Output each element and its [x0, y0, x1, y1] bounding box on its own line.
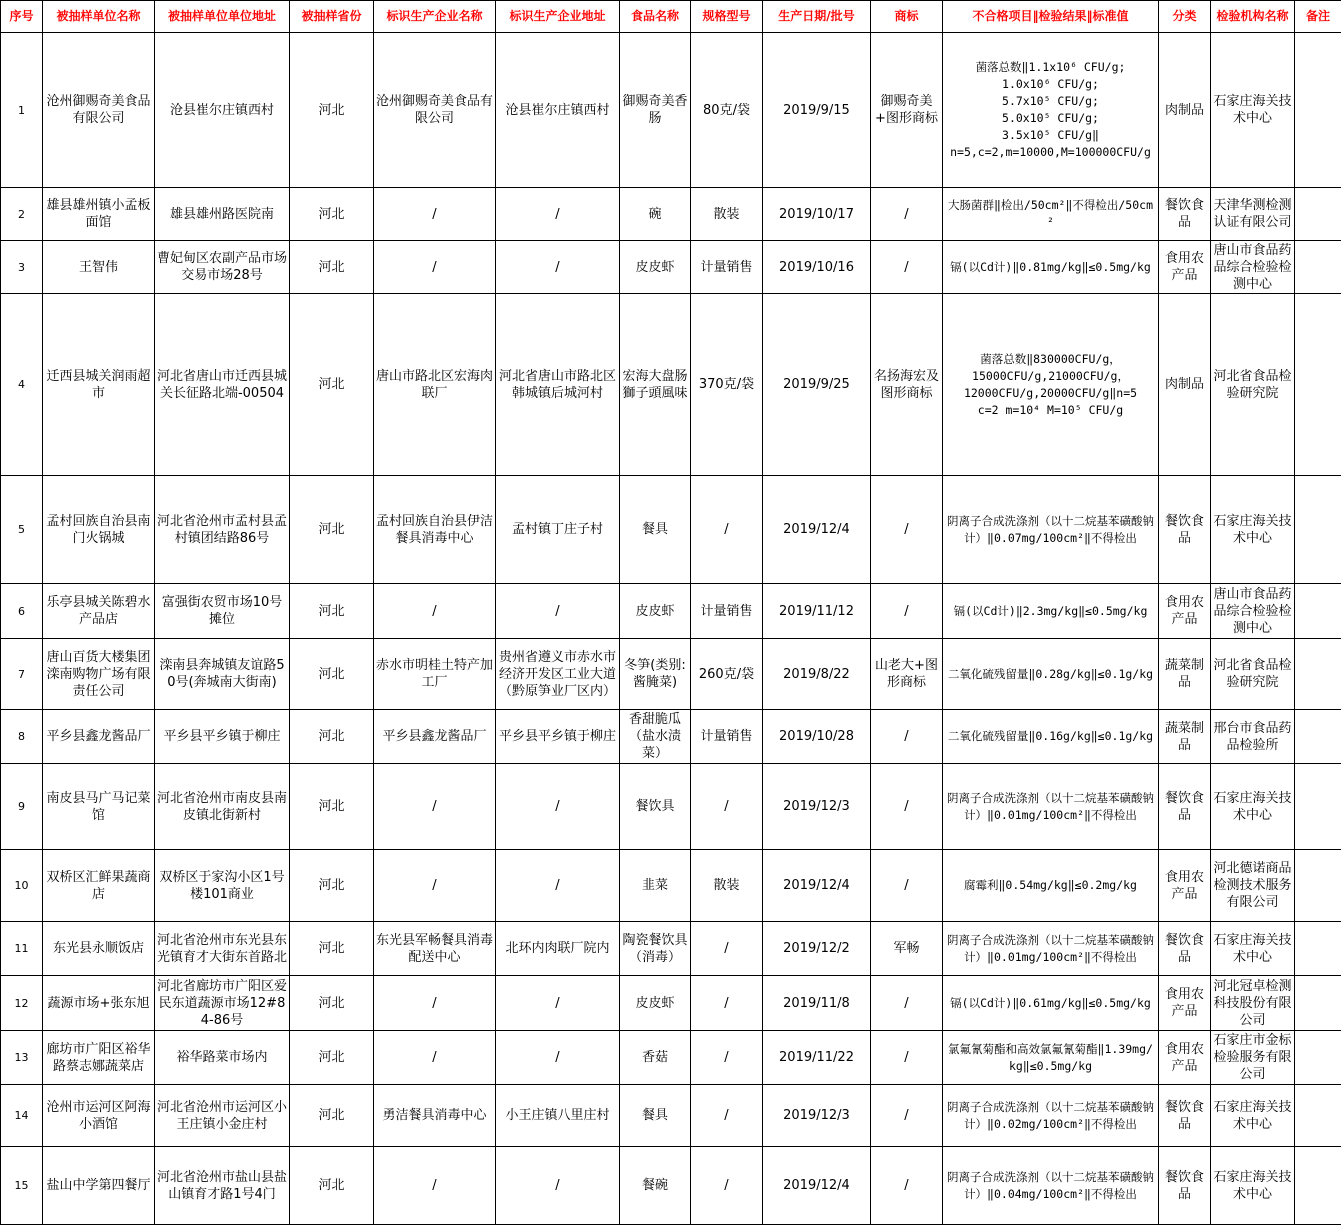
header-row: [1, 1, 1341, 33]
unit-name-cell: 王智伟: [43, 241, 155, 294]
manufacturer-address-cell: /: [496, 188, 620, 241]
spec-cell: /: [691, 976, 763, 1031]
manufacturer-cell: 勇洁餐具消毒中心: [374, 1085, 496, 1147]
manufacturer-address-cell: 沧县崔尔庄镇西村: [496, 33, 620, 188]
result-cell: [943, 764, 1159, 850]
manufacturer-cell: /: [374, 976, 496, 1031]
unit-name-cell: 东光县永顺饭店: [43, 922, 155, 976]
lab-cell: 石家庄海关技术中心: [1211, 922, 1295, 976]
remark-cell: [1295, 976, 1341, 1031]
result-cell: [943, 922, 1159, 976]
date-cell: 2019/12/3: [763, 1085, 871, 1147]
unit-address-cell: 河北省沧州市运河区小王庄镇小金庄村: [155, 1085, 290, 1147]
province-cell: 河北: [290, 294, 374, 476]
column-header: 被抽样单位单位地址: [155, 1, 290, 33]
table-row: [1, 188, 1341, 241]
category-cell: 餐饮食品: [1159, 1085, 1211, 1147]
spec-cell: 散装: [691, 850, 763, 922]
date-cell: 2019/12/4: [763, 476, 871, 584]
column-header: 被抽样单位名称: [43, 1, 155, 33]
brand-cell: 名扬海宏及图形商标: [871, 294, 943, 476]
manufacturer-address-cell: 北环内肉联厂院内: [496, 922, 620, 976]
table-row: [1, 710, 1341, 764]
unit-name-cell: 雄县雄州镇小孟板面馆: [43, 188, 155, 241]
category-cell: 餐饮食品: [1159, 764, 1211, 850]
result-cell: [943, 33, 1159, 188]
category-cell: 蔬菜制品: [1159, 710, 1211, 764]
unit-name-cell: 迁西县城关润雨超市: [43, 294, 155, 476]
lab-cell: 石家庄海关技术中心: [1211, 764, 1295, 850]
date-cell: 2019/9/25: [763, 294, 871, 476]
unit-address-cell: 裕华路菜市场内: [155, 1031, 290, 1085]
lab-cell: 石家庄海关技术中心: [1211, 476, 1295, 584]
unit-name-cell: 孟村回族自治县南门火锅城: [43, 476, 155, 584]
unit-name-cell: 廊坊市广阳区裕华路蔡志娜蔬菜店: [43, 1031, 155, 1085]
seq-cell: 12: [1, 976, 43, 1031]
column-header: 标识生产企业名称: [374, 1, 496, 33]
result-line: 氯氟氰菊酯和高效氯氟氰菊酯‖1.39mg/kg‖≤0.5mg/kg: [948, 1041, 1153, 1073]
result-cell: [943, 476, 1159, 584]
province-cell: 河北: [290, 1085, 374, 1147]
table-row: [1, 476, 1341, 584]
result-cell: [943, 1031, 1159, 1085]
spec-cell: 260克/袋: [691, 639, 763, 710]
seq-cell: 15: [1, 1147, 43, 1225]
category-cell: 餐饮食品: [1159, 476, 1211, 584]
category-cell: 食用农产品: [1159, 850, 1211, 922]
province-cell: 河北: [290, 241, 374, 294]
remark-cell: [1295, 241, 1341, 294]
result-line: 15000CFU/g,21000CFU/g，: [972, 368, 1129, 383]
column-header: 规格型号: [691, 1, 763, 33]
brand-cell: /: [871, 241, 943, 294]
manufacturer-address-cell: /: [496, 1031, 620, 1085]
date-cell: 2019/10/28: [763, 710, 871, 764]
manufacturer-address-cell: /: [496, 764, 620, 850]
manufacturer-cell: /: [374, 1147, 496, 1225]
column-header: 标识生产企业地址: [496, 1, 620, 33]
table-row: [1, 33, 1341, 188]
seq-cell: 5: [1, 476, 43, 584]
seq-cell: 14: [1, 1085, 43, 1147]
lab-cell: 石家庄海关技术中心: [1211, 1085, 1295, 1147]
category-cell: 食用农产品: [1159, 976, 1211, 1031]
unit-name-cell: 沧州御赐奇美食品有限公司: [43, 33, 155, 188]
province-cell: 河北: [290, 33, 374, 188]
province-cell: 河北: [290, 188, 374, 241]
manufacturer-cell: /: [374, 241, 496, 294]
manufacturer-address-cell: /: [496, 1147, 620, 1225]
brand-cell: /: [871, 188, 943, 241]
brand-cell: /: [871, 764, 943, 850]
seq-cell: 1: [1, 33, 43, 188]
remark-cell: [1295, 1085, 1341, 1147]
column-header: 分类: [1159, 1, 1211, 33]
food-name-cell: 冬笋(类别:酱腌菜): [620, 639, 691, 710]
unit-address-cell: 河北省沧州市盐山县盐山镇育才路1号4门: [155, 1147, 290, 1225]
table-row: [1, 241, 1341, 294]
date-cell: 2019/9/15: [763, 33, 871, 188]
manufacturer-address-cell: 河北省唐山市路北区韩城镇后城河村: [496, 294, 620, 476]
spec-cell: /: [691, 1085, 763, 1147]
column-header: 不合格项目‖检验结果‖标准值: [943, 1, 1159, 33]
manufacturer-cell: /: [374, 1031, 496, 1085]
lab-cell: 河北德诺商品检测技术服务有限公司: [1211, 850, 1295, 922]
seq-cell: 11: [1, 922, 43, 976]
manufacturer-cell: 唐山市路北区宏海肉联厂: [374, 294, 496, 476]
result-line: 12000CFU/g,20000CFU/g‖n=5: [963, 385, 1138, 400]
spec-cell: /: [691, 922, 763, 976]
remark-cell: [1295, 639, 1341, 710]
remark-cell: [1295, 1147, 1341, 1225]
table-header: [1, 1, 1341, 33]
food-name-cell: 宏海大盘肠獅子頭風味: [620, 294, 691, 476]
category-cell: 肉制品: [1159, 33, 1211, 188]
province-cell: 河北: [290, 1147, 374, 1225]
seq-cell: 3: [1, 241, 43, 294]
table-row: [1, 1031, 1341, 1085]
lab-cell: 石家庄海关技术中心: [1211, 1147, 1295, 1225]
date-cell: 2019/12/4: [763, 850, 871, 922]
spec-cell: 80克/袋: [691, 33, 763, 188]
remark-cell: [1295, 1031, 1341, 1085]
unit-name-cell: 乐亭县城关陈碧水产品店: [43, 584, 155, 639]
table-row: [1, 922, 1341, 976]
province-cell: 河北: [290, 639, 374, 710]
unit-address-cell: 河北省沧州市南皮县南皮镇北街新村: [155, 764, 290, 850]
food-name-cell: 餐碗: [620, 1147, 691, 1225]
manufacturer-address-cell: 小王庄镇八里庄村: [496, 1085, 620, 1147]
date-cell: 2019/8/22: [763, 639, 871, 710]
province-cell: 河北: [290, 710, 374, 764]
spec-cell: 散装: [691, 188, 763, 241]
lab-cell: 唐山市食品药品综合检验检测中心: [1211, 241, 1295, 294]
spec-cell: 计量销售: [691, 584, 763, 639]
table-row: [1, 764, 1341, 850]
unit-name-cell: 沧州市运河区阿海小酒馆: [43, 1085, 155, 1147]
manufacturer-address-cell: 贵州省遵义市赤水市经济开发区工业大道（黔原笋业厂区内）: [496, 639, 620, 710]
lab-cell: 石家庄市金标检验服务有限公司: [1211, 1031, 1295, 1085]
result-line: 二氧化硫残留量‖0.16g/kg‖≤0.1g/kg: [947, 729, 1154, 743]
unit-address-cell: 沧县崔尔庄镇西村: [155, 33, 290, 188]
category-cell: 食用农产品: [1159, 241, 1211, 294]
column-header: 序号: [1, 1, 43, 33]
brand-cell: /: [871, 710, 943, 764]
brand-cell: /: [871, 1031, 943, 1085]
category-cell: 餐饮食品: [1159, 188, 1211, 241]
result-line: 阴离子合成洗涤剂（以十二烷基苯磺酸钠计）‖0.01mg/100cm²‖不得检出: [947, 790, 1154, 822]
result-cell: [943, 976, 1159, 1031]
result-line: 阴离子合成洗涤剂（以十二烷基苯磺酸钠计）‖0.04mg/100cm²‖不得检出: [947, 1169, 1154, 1201]
remark-cell: [1295, 764, 1341, 850]
table-row: [1, 1147, 1341, 1225]
province-cell: 河北: [290, 476, 374, 584]
food-name-cell: 皮皮虾: [620, 976, 691, 1031]
spec-cell: 计量销售: [691, 710, 763, 764]
result-cell: [943, 241, 1159, 294]
result-line: 阴离子合成洗涤剂（以十二烷基苯磺酸钠计）‖0.07mg/100cm²‖不得检出: [947, 513, 1154, 545]
seq-cell: 10: [1, 850, 43, 922]
table-row: [1, 294, 1341, 476]
food-name-cell: 餐饮具: [620, 764, 691, 850]
lab-cell: 河北省食品检验研究院: [1211, 294, 1295, 476]
result-cell: [943, 639, 1159, 710]
food-name-cell: 香菇: [620, 1031, 691, 1085]
remark-cell: [1295, 476, 1341, 584]
remark-cell: [1295, 584, 1341, 639]
table-row: [1, 976, 1341, 1031]
province-cell: 河北: [290, 922, 374, 976]
remark-cell: [1295, 188, 1341, 241]
category-cell: 食用农产品: [1159, 584, 1211, 639]
lab-cell: 唐山市食品药品综合检验检测中心: [1211, 584, 1295, 639]
unit-address-cell: 曹妃甸区农副产品市场交易市场28号: [155, 241, 290, 294]
result-line: 大肠菌群‖检出/50cm²‖不得检出/50cm²: [947, 198, 1153, 229]
unit-address-cell: 滦南县奔城镇友谊路50号(奔城南大街南): [155, 639, 290, 710]
seq-cell: 2: [1, 188, 43, 241]
column-header: 检验机构名称: [1211, 1, 1295, 33]
province-cell: 河北: [290, 1031, 374, 1085]
date-cell: 2019/12/2: [763, 922, 871, 976]
unit-name-cell: 南皮县马广马记菜馆: [43, 764, 155, 850]
remark-cell: [1295, 922, 1341, 976]
food-name-cell: 御赐奇美香肠: [620, 33, 691, 188]
table-row: [1, 1085, 1341, 1147]
seq-cell: 4: [1, 294, 43, 476]
lab-cell: 河北冠卓检测科技股份有限公司: [1211, 976, 1295, 1031]
category-cell: 肉制品: [1159, 294, 1211, 476]
brand-cell: 山老大+图形商标: [871, 639, 943, 710]
province-cell: 河北: [290, 584, 374, 639]
table-body: [1, 33, 1341, 1225]
result-line: 镉(以Cd计)‖0.81mg/kg‖≤0.5mg/kg: [950, 259, 1151, 274]
result-line: 镉(以Cd计)‖0.61mg/kg‖≤0.5mg/kg: [950, 995, 1151, 1010]
date-cell: 2019/10/17: [763, 188, 871, 241]
result-line: 二氧化硫残留量‖0.28g/kg‖≤0.1g/kg: [947, 666, 1154, 681]
manufacturer-cell: 孟村回族自治县伊洁餐具消毒中心: [374, 476, 496, 584]
category-cell: 餐饮食品: [1159, 922, 1211, 976]
column-header: 商标: [871, 1, 943, 33]
result-cell: [943, 1085, 1159, 1147]
unit-name-cell: 平乡县鑫龙酱品厂: [43, 710, 155, 764]
manufacturer-address-cell: /: [496, 241, 620, 294]
column-header: 备注: [1295, 1, 1341, 33]
unit-address-cell: 双桥区于家沟小区1号楼101商业: [155, 850, 290, 922]
manufacturer-cell: /: [374, 188, 496, 241]
brand-cell: 军畅: [871, 922, 943, 976]
result-line: c=2 m=10⁴ M=10⁵ CFU/g: [977, 402, 1124, 417]
date-cell: 2019/11/22: [763, 1031, 871, 1085]
food-name-cell: 碗: [620, 188, 691, 241]
food-name-cell: 餐具: [620, 476, 691, 584]
spec-cell: /: [691, 476, 763, 584]
manufacturer-address-cell: 平乡县平乡镇于柳庄: [496, 710, 620, 764]
result-line: 1.0x10⁶ CFU/g;: [1002, 77, 1099, 91]
column-header: 食品名称: [620, 1, 691, 33]
remark-cell: [1295, 850, 1341, 922]
seq-cell: 13: [1, 1031, 43, 1085]
lab-cell: 天津华测检测认证有限公司: [1211, 188, 1295, 241]
food-name-cell: 韭菜: [620, 850, 691, 922]
manufacturer-address-cell: /: [496, 584, 620, 639]
result-line: 阴离子合成洗涤剂（以十二烷基苯磺酸钠计）‖0.01mg/100cm²‖不得检出: [947, 932, 1154, 964]
spec-cell: /: [691, 1031, 763, 1085]
province-cell: 河北: [290, 850, 374, 922]
result-line: 菌落总数‖1.1x10⁶ CFU/g;: [975, 60, 1126, 74]
date-cell: 2019/11/8: [763, 976, 871, 1031]
remark-cell: [1295, 710, 1341, 764]
province-cell: 河北: [290, 764, 374, 850]
unit-name-cell: 盐山中学第四餐厅: [43, 1147, 155, 1225]
table-row: [1, 639, 1341, 710]
brand-cell: /: [871, 976, 943, 1031]
manufacturer-cell: /: [374, 584, 496, 639]
manufacturer-address-cell: 孟村镇丁庄子村: [496, 476, 620, 584]
brand-cell: /: [871, 584, 943, 639]
seq-cell: 6: [1, 584, 43, 639]
unit-address-cell: 河北省唐山市迁西县城关长征路北端-00504: [155, 294, 290, 476]
seq-cell: 8: [1, 710, 43, 764]
unit-name-cell: 蔬源市场+张东旭: [43, 976, 155, 1031]
seq-cell: 7: [1, 639, 43, 710]
table-row: [1, 584, 1341, 639]
manufacturer-cell: 赤水市明桂土特产加工厂: [374, 639, 496, 710]
result-cell: [943, 188, 1159, 241]
result-line: n=5,c=2,m=10000,M=100000CFU/g: [950, 145, 1151, 159]
manufacturer-cell: 东光县军畅餐具消毒配送中心: [374, 922, 496, 976]
date-cell: 2019/10/16: [763, 241, 871, 294]
category-cell: 食用农产品: [1159, 1031, 1211, 1085]
date-cell: 2019/11/12: [763, 584, 871, 639]
date-cell: 2019/12/3: [763, 764, 871, 850]
date-cell: 2019/12/4: [763, 1147, 871, 1225]
unit-name-cell: 双桥区汇鲜果蔬商店: [43, 850, 155, 922]
unit-address-cell: 平乡县平乡镇于柳庄: [155, 710, 290, 764]
brand-cell: /: [871, 476, 943, 584]
spec-cell: /: [691, 1147, 763, 1225]
result-line: 3.5x10⁵ CFU/g‖: [1002, 128, 1099, 142]
column-header: 生产日期/批号: [763, 1, 871, 33]
spec-cell: 计量销售: [691, 241, 763, 294]
spec-cell: 370克/袋: [691, 294, 763, 476]
manufacturer-cell: /: [374, 850, 496, 922]
unit-name-cell: 唐山百货大楼集团滦南购物广场有限责任公司: [43, 639, 155, 710]
result-cell: [943, 1147, 1159, 1225]
result-cell: [943, 850, 1159, 922]
lab-cell: 石家庄海关技术中心: [1211, 33, 1295, 188]
manufacturer-cell: 平乡县鑫龙酱品厂: [374, 710, 496, 764]
column-header: 被抽样省份: [290, 1, 374, 33]
food-name-cell: 皮皮虾: [620, 584, 691, 639]
lab-cell: 河北省食品检验研究院: [1211, 639, 1295, 710]
seq-cell: 9: [1, 764, 43, 850]
brand-cell: /: [871, 1147, 943, 1225]
manufacturer-cell: 沧州御赐奇美食品有限公司: [374, 33, 496, 188]
result-line: 阴离子合成洗涤剂（以十二烷基苯磺酸钠计）‖0.02mg/100cm²‖不得检出: [947, 1099, 1154, 1131]
manufacturer-cell: /: [374, 764, 496, 850]
brand-cell: 御赐奇美+图形商标: [871, 33, 943, 188]
manufacturer-address-cell: /: [496, 850, 620, 922]
unit-address-cell: 河北省沧州市孟村县孟村镇团结路86号: [155, 476, 290, 584]
category-cell: 餐饮食品: [1159, 1147, 1211, 1225]
result-cell: [943, 294, 1159, 476]
result-line: 5.0x10⁵ CFU/g;: [1002, 111, 1099, 125]
lab-cell: 邢台市食品药品检验所: [1211, 710, 1295, 764]
food-name-cell: 香甜脆瓜（盐水渍菜）: [620, 710, 691, 764]
result-line: 腐霉利‖0.54mg/kg‖≤0.2mg/kg: [964, 878, 1137, 892]
brand-cell: /: [871, 850, 943, 922]
spec-cell: /: [691, 764, 763, 850]
unit-address-cell: 雄县雄州路医院南: [155, 188, 290, 241]
remark-cell: [1295, 33, 1341, 188]
table-row: [1, 850, 1341, 922]
manufacturer-address-cell: /: [496, 976, 620, 1031]
result-cell: [943, 710, 1159, 764]
unit-address-cell: 河北省廊坊市广阳区爱民东道蔬源市场12#84-86号: [155, 976, 290, 1031]
result-line: 镉(以Cd计)‖2.3mg/kg‖≤0.5mg/kg: [953, 603, 1148, 618]
result-line: 菌落总数‖830000CFU/g，: [980, 351, 1121, 366]
result-cell: [943, 584, 1159, 639]
result-line: 5.7x10⁵ CFU/g;: [1002, 94, 1099, 108]
unit-address-cell: 富强街农贸市场10号摊位: [155, 584, 290, 639]
remark-cell: [1295, 294, 1341, 476]
category-cell: 蔬菜制品: [1159, 639, 1211, 710]
brand-cell: /: [871, 1085, 943, 1147]
food-name-cell: 皮皮虾: [620, 241, 691, 294]
province-cell: 河北: [290, 976, 374, 1031]
food-name-cell: 餐具: [620, 1085, 691, 1147]
unit-address-cell: 河北省沧州市东光县东光镇育才大街东首路北: [155, 922, 290, 976]
food-name-cell: 陶瓷餐饮具（消毒）: [620, 922, 691, 976]
